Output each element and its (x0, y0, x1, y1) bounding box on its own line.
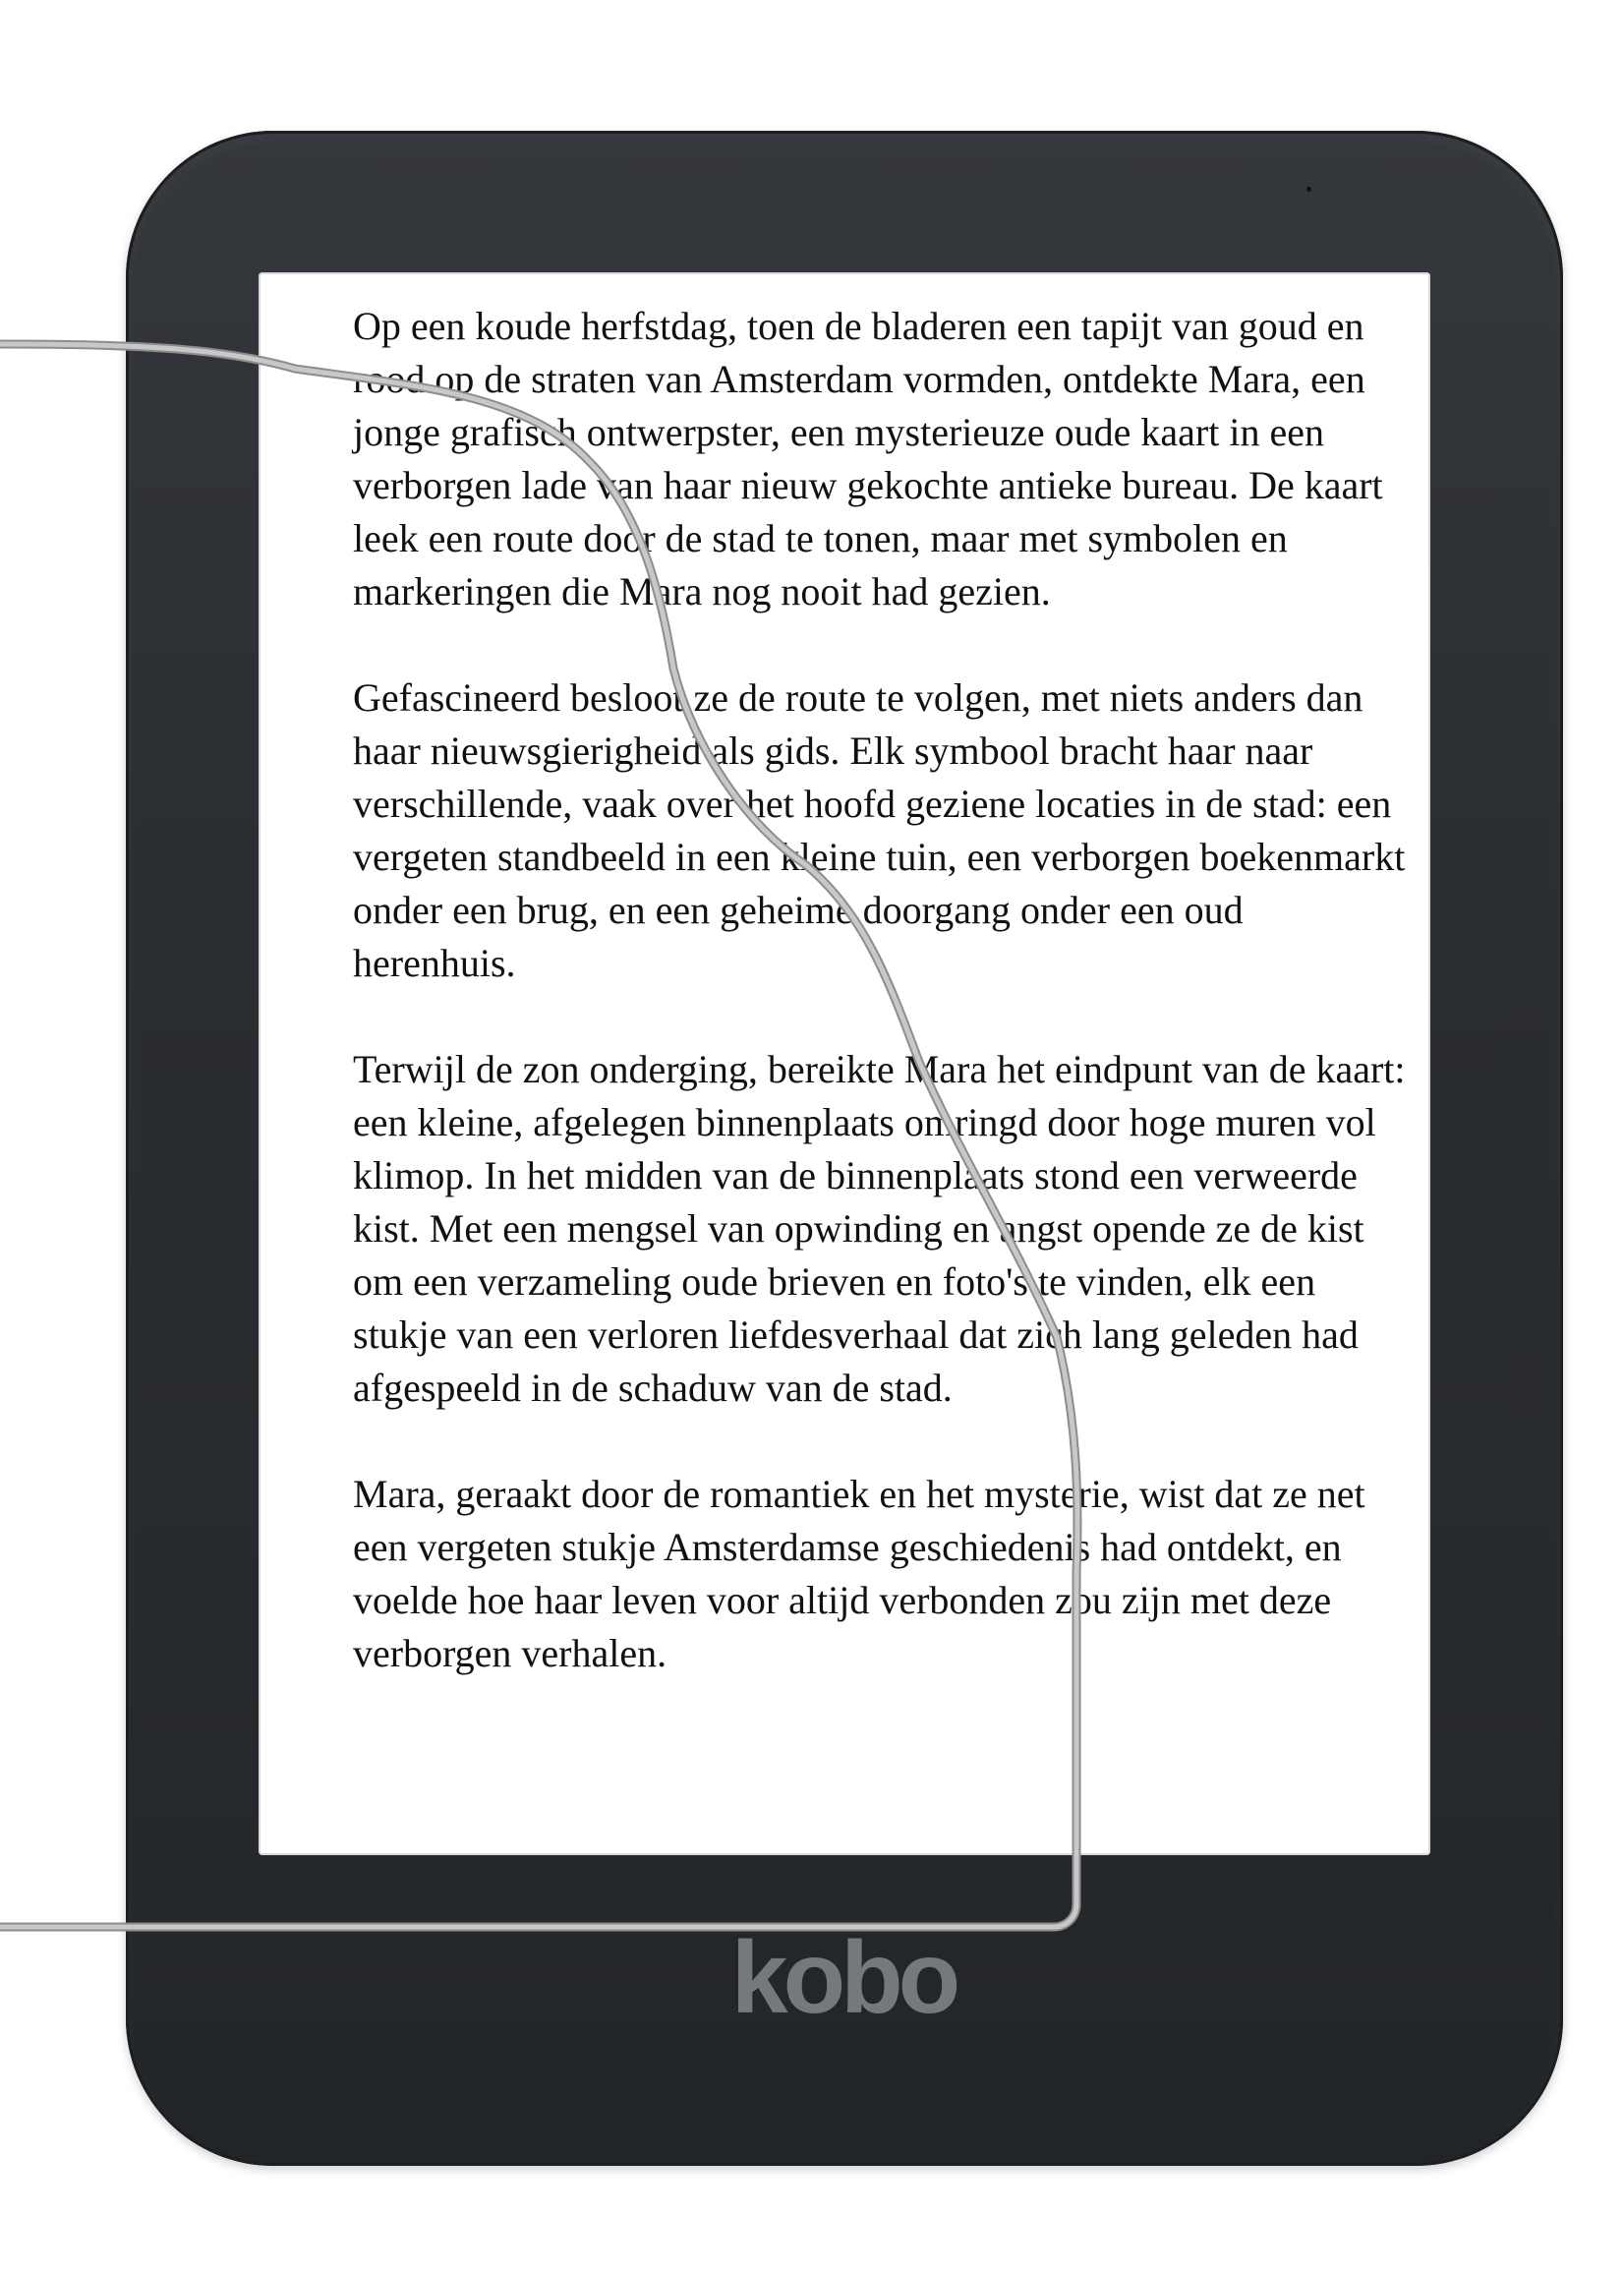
light-sensor (1306, 187, 1311, 192)
book-page-text (353, 300, 1415, 1733)
book-paragraph-3: Terwijl de zon onderging, bereikte Mara het eindpunt van de kaart: een kleine, afgelegen binnenplaats omringd door hoge muren vol klimop. In het midden van de binnenplaats stond een verweerde kist. Met een mengsel van opwinding en angst opende ze de kist om een verzameling oude brieven en foto's te vinden, elk een stukje van een verloren liefdesverhaal dat zich lang geleden had afgespeeld in de schaduw van de stad. (353, 1047, 1406, 1410)
book-paragraph-1: Op een koude herfstdag, toen de bladeren een tapijt van goud en rood op de straten van Amsterdam vormden, ontdekte Mara, een jonge grafisch ontwerpster, een mysterieuze oude kaart in een verborgen lade van haar nieuw gekochte antieke bureau. De kaart leek een route door de stad te tonen, maar met symbolen en markeringen die Mara nog nooit had gezien. (353, 304, 1383, 613)
ereader-device (126, 131, 1563, 2166)
ereader-screen[interactable] (259, 272, 1430, 1855)
book-paragraph-2: Gefascineerd besloot ze de route te volgen, met niets anders dan haar nieuwsgierigheid als gids. Elk symbool bracht haar naar verschillende, vaak over het hoofd geziene locaties in de stad: een vergeten standbeeld in een kleine tuin, een verborgen boekenmarkt onder een brug, en een geheime doorgang onder een oud herenhuis. (353, 675, 1406, 985)
book-paragraph-4: Mara, geraakt door de romantiek en het mysterie, wist dat ze net een vergeten stukje Amsterdamse geschiedenis had ontdekt, en voelde hoe haar leven voor altijd verbonden zou zijn met deze verborgen verhalen. (353, 1472, 1365, 1675)
kobo-logo: kobo (730, 1921, 957, 2035)
